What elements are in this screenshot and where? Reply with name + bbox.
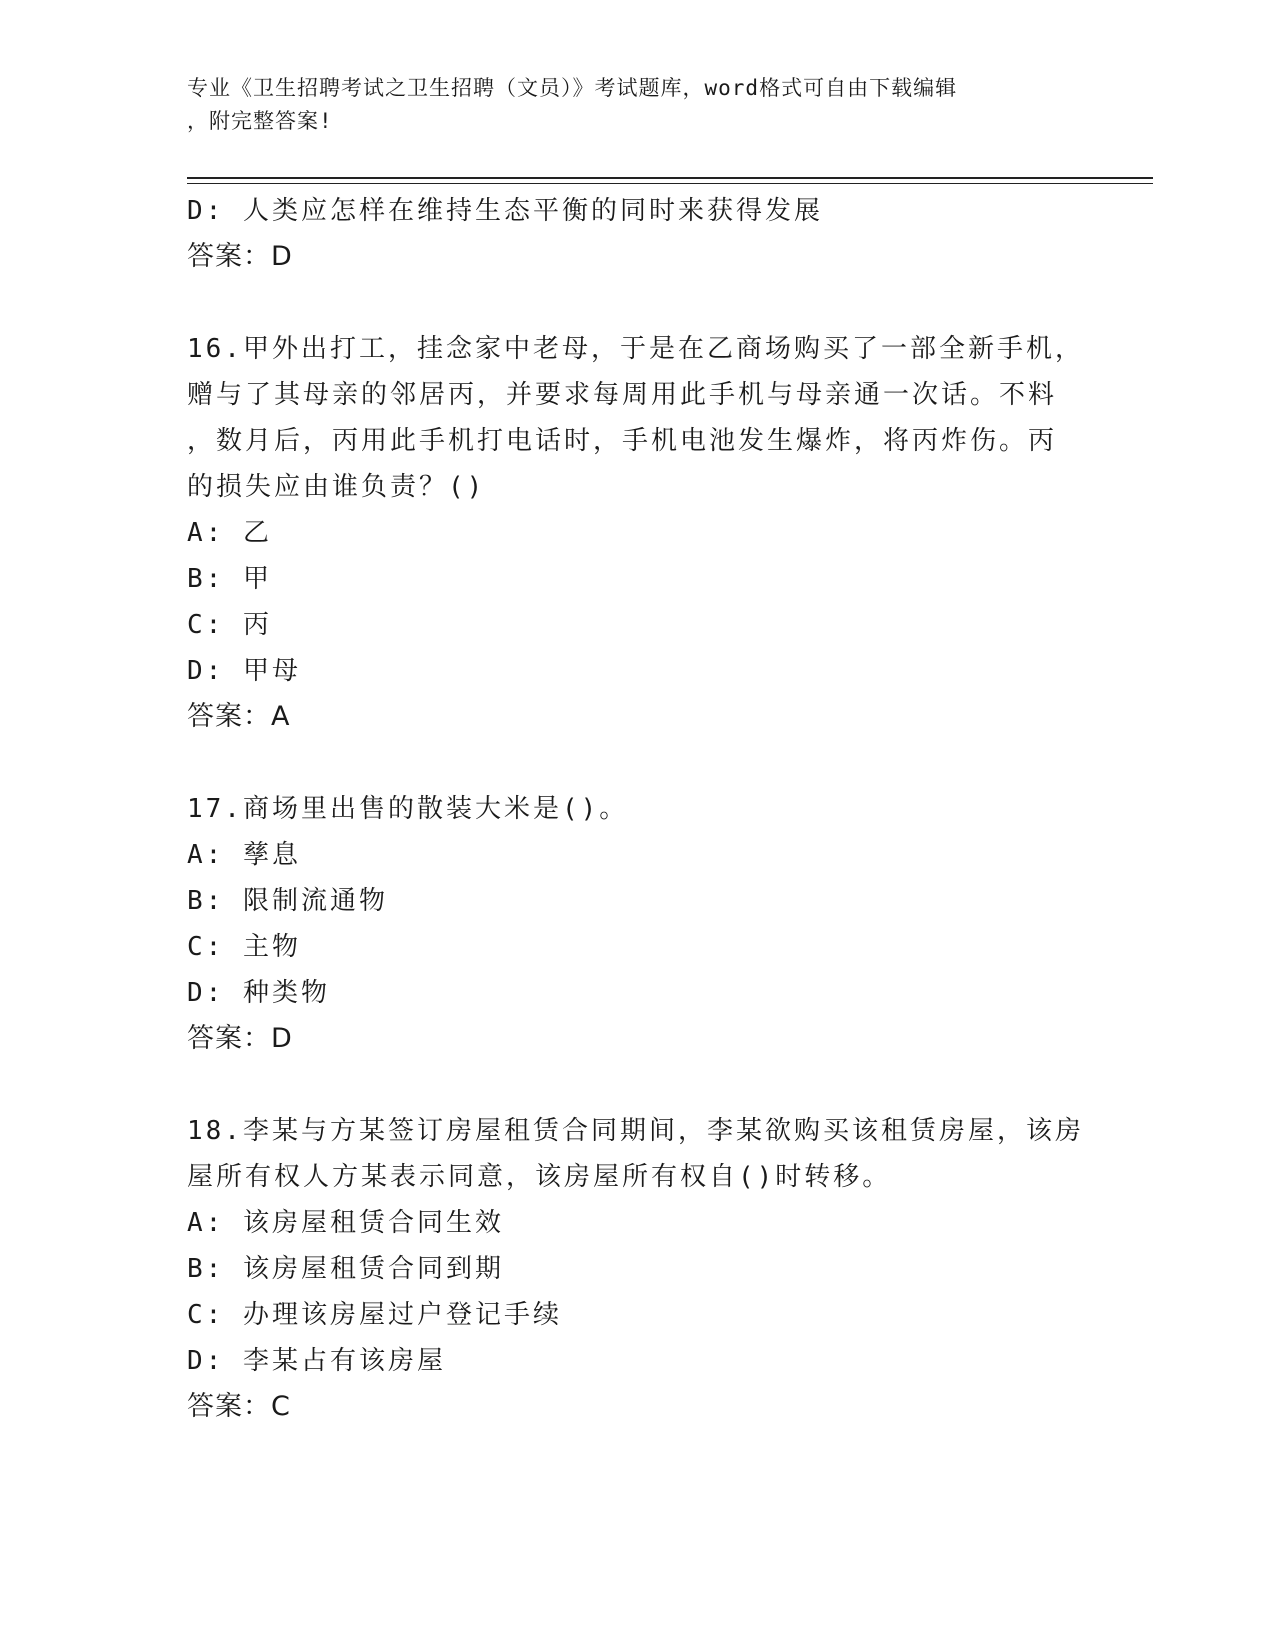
document-header — [187, 72, 1087, 138]
option-d: D: 甲母 — [187, 656, 301, 686]
option-c: C: 主物 — [187, 932, 301, 962]
answer-line: 答案：A — [187, 701, 291, 732]
option-d: D: 李某占有该房屋 — [187, 1346, 446, 1376]
header-rule-thick — [187, 177, 1153, 179]
question-stem-line: 的损失应由谁负责？() — [187, 472, 486, 502]
spacer — [187, 280, 1087, 326]
question-stem-line: ，数月后，丙用此手机打电话时，手机电池发生爆炸，将丙炸伤。丙 — [187, 426, 1058, 456]
answer-line: 答案：D — [187, 241, 293, 272]
answer-line: 答案：C — [187, 1391, 291, 1422]
option-d: D: 人类应怎样在维持生态平衡的同时来获得发展 — [187, 196, 823, 226]
question-stem-line: 赠与了其母亲的邻居丙，并要求每周用此手机与母亲通一次话。不料 — [187, 380, 1058, 410]
spacer — [187, 1062, 1087, 1108]
option-d: D: 种类物 — [187, 978, 330, 1008]
header-line-2: ，附完整答案! — [187, 109, 333, 133]
previous-question-tail — [187, 188, 1087, 280]
question-list — [187, 188, 1087, 1430]
option-b: B: 该房屋租赁合同到期 — [187, 1254, 504, 1284]
header-rule-thin — [187, 183, 1153, 184]
option-a: A: 乙 — [187, 518, 272, 548]
question-17 — [187, 786, 1087, 1062]
option-c: C: 办理该房屋过户登记手续 — [187, 1300, 562, 1330]
option-a: A: 孳息 — [187, 840, 301, 870]
question-16 — [187, 326, 1087, 740]
spacer — [187, 740, 1087, 786]
question-stem-line: 17.商场里出售的散装大米是()。 — [187, 794, 629, 824]
header-line-1: 专业《卫生招聘考试之卫生招聘（文员）》考试题库，word格式可自由下载编辑 — [187, 76, 958, 100]
answer-line: 答案：D — [187, 1023, 293, 1054]
question-stem-line: 屋所有权人方某表示同意，该房屋所有权自()时转移。 — [187, 1162, 892, 1192]
option-b: B: 甲 — [187, 564, 272, 594]
question-18 — [187, 1108, 1087, 1430]
question-stem-line: 18.李某与方某签订房屋租赁合同期间，李某欲购买该租赁房屋，该房 — [187, 1116, 1084, 1146]
question-stem-line: 16.甲外出打工，挂念家中老母，于是在乙商场购买了一部全新手机， — [187, 334, 1084, 364]
option-a: A: 该房屋租赁合同生效 — [187, 1208, 504, 1238]
option-b: B: 限制流通物 — [187, 886, 388, 916]
option-c: C: 丙 — [187, 610, 272, 640]
